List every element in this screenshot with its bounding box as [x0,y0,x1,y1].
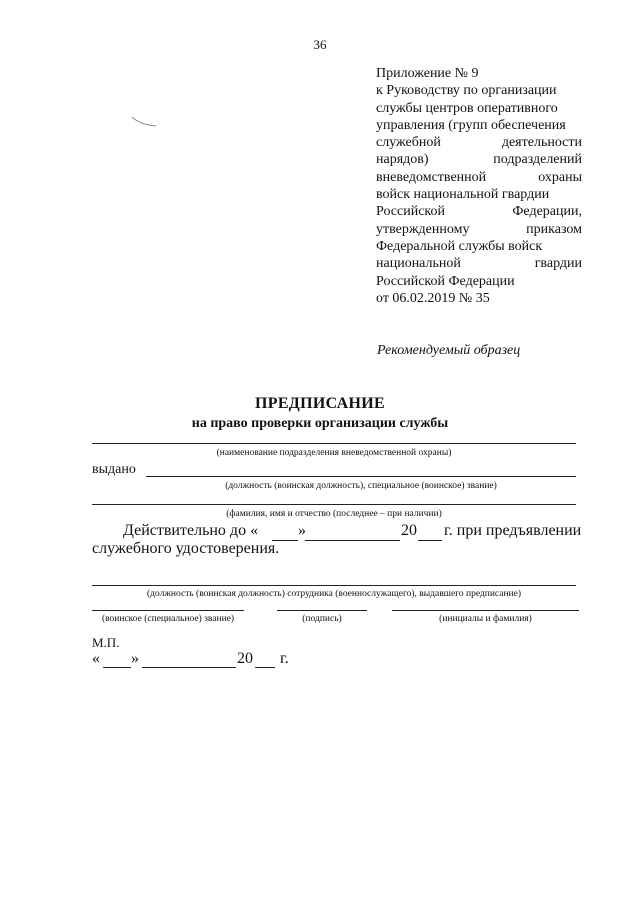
unit-name-caption: (наименование подразделения вневедомственной охраны) [216,448,452,458]
full-name-line [92,504,576,505]
stamp-label: М.П. [92,635,120,650]
signature-line [277,610,367,611]
appendix-word: подразделений [493,152,582,168]
appendix-line [376,186,582,203]
appendix-word: Федерации, [512,204,582,220]
appendix-word: гвардии [534,256,582,272]
date-close-quote: » [131,650,139,667]
appendix-line [376,221,582,238]
appendix-text: службы центров оперативного [376,100,558,116]
date-day-blank [103,667,131,668]
initials-caption: (инициалы и фамилия) [439,614,532,624]
issuer-position-line [92,585,576,586]
initials-line [392,610,579,611]
date-month-blank [142,667,236,668]
appendix-line [376,169,582,186]
date-year-suffix: г. [280,650,289,667]
appendix-line [376,290,582,307]
page-number: 36 [313,37,327,52]
sample-label: Рекомендуемый образец [377,343,521,358]
issued-line [146,476,576,477]
rank-line [92,610,244,611]
appendix-text: Российской Федерации [376,273,515,289]
appendix-line [376,273,582,290]
appendix-word: служебной [376,135,441,151]
issued-label: выдано [92,462,136,477]
appendix-line [376,238,582,255]
full-name-caption: (фамилия, имя и отчество (последнее – при наличии) [226,509,442,519]
appendix-word: нарядов) [376,152,429,168]
date-year-prefix: 20 [237,650,253,667]
valid-presentation-text: г. при предъявлении [444,522,582,539]
appendix-line [376,117,582,134]
appendix-word: охраны [538,169,582,185]
document-subtitle: на право проверки организации службы [191,416,449,431]
scan-mark [131,115,157,127]
appendix-word: Российской [376,204,445,220]
appendix-word: деятельности [501,135,582,151]
appendix-word: национальной [376,256,461,272]
appendix-block [376,65,582,307]
document-title: ПРЕДПИСАНИЕ [255,395,385,412]
valid-year-prefix: 20 [401,522,417,539]
appendix-line [376,65,582,82]
appendix-text: к Руководству по организации [376,83,557,99]
signature-caption: (подпись) [302,614,342,624]
appendix-line [376,151,582,168]
appendix-line [376,82,582,99]
appendix-text: управления (групп обеспечения [376,117,566,133]
issuer-position-caption: (должность (воинская должность) сотрудника (военнослужащего), выдавшего предписание) [146,589,522,599]
appendix-line [376,134,582,151]
valid-id-text: служебного удостоверения. [92,540,280,557]
appendix-text: войск национальной гвардии [376,187,550,203]
valid-close-quote: » [298,522,306,539]
position-rank-caption: (должность (воинская должность), специальное (воинское) звание) [225,481,497,491]
appendix-word: вневедомственной [376,169,487,185]
appendix-line [376,100,582,117]
appendix-word: утвержденному [376,221,470,237]
valid-month-blank [305,540,400,541]
date-open-quote: « [92,650,100,667]
valid-until-label: Действительно до « [123,522,259,539]
appendix-word: приказом [526,221,582,237]
appendix-text: Приложение № 9 [376,66,479,81]
date-year-blank [255,667,275,668]
appendix-text: от 06.02.2019 № 35 [376,290,490,306]
valid-year-blank [418,540,442,541]
rank-caption: (воинское (специальное) звание) [101,614,235,624]
appendix-text: Федеральной службы войск [376,238,543,254]
unit-name-line [92,443,576,444]
appendix-line [376,203,582,220]
appendix-line [376,255,582,272]
